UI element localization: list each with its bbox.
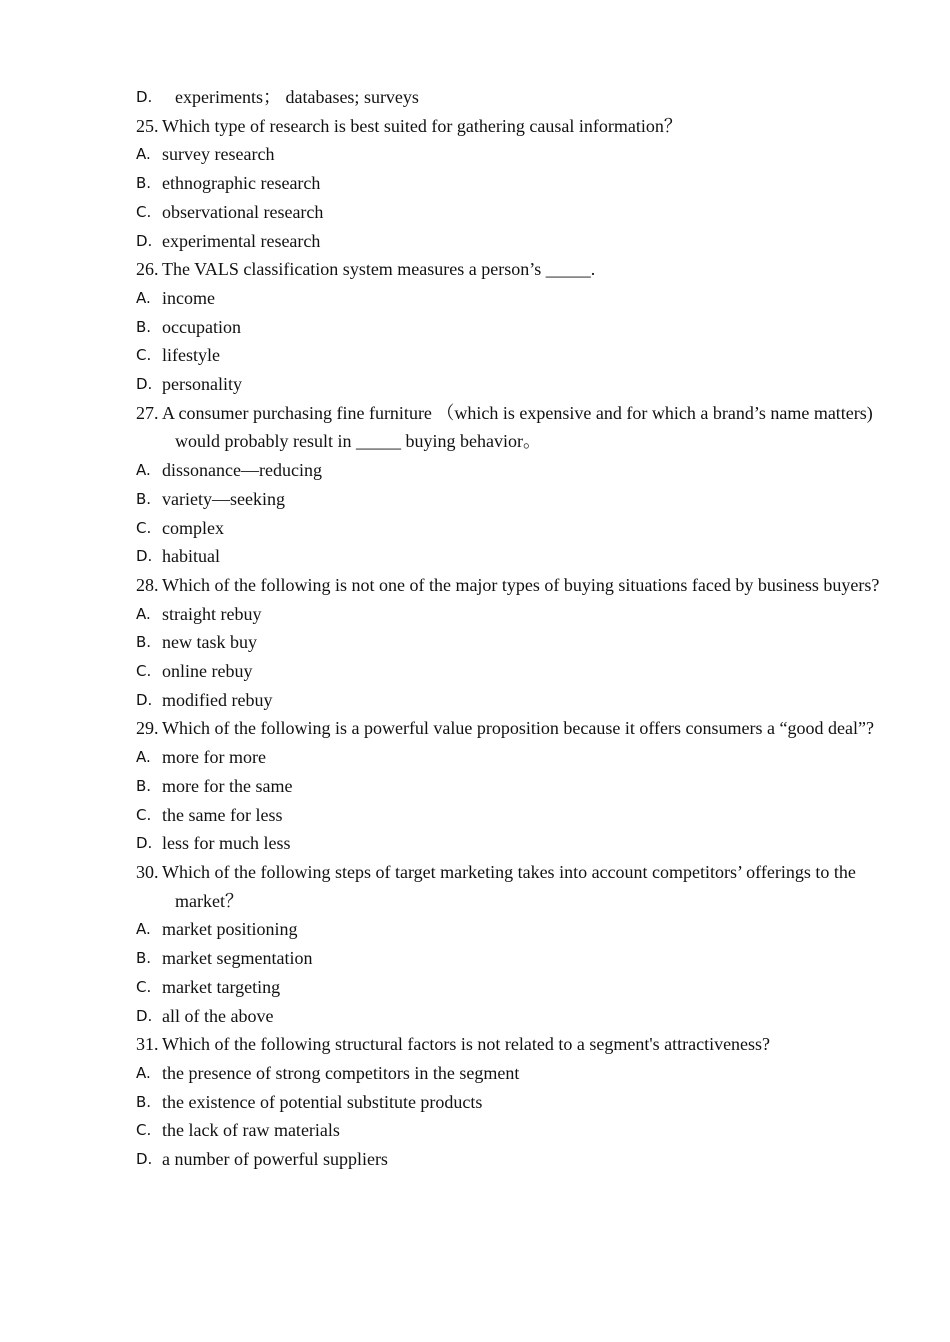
option-text: the same for less	[162, 804, 283, 825]
option-28-c	[136, 657, 896, 686]
option-29-a	[136, 743, 896, 772]
option-26-d	[136, 370, 896, 399]
option-letter: A.	[136, 145, 151, 164]
question-26	[136, 255, 896, 284]
option-letter: A.	[136, 920, 151, 939]
option-25-a	[136, 140, 896, 169]
option-letter: B.	[136, 776, 152, 795]
option-26-c	[136, 341, 896, 370]
question-text: Which of the following structural factors is not related to a segment's attractiveness?	[162, 1034, 771, 1055]
question-number: 27.	[136, 402, 159, 423]
option-26-b	[136, 313, 896, 342]
option-text: more for more	[162, 747, 266, 768]
option-29-b	[136, 772, 896, 801]
option-31-d	[136, 1145, 896, 1174]
option-30-a	[136, 915, 896, 944]
option-previous-d	[136, 83, 896, 112]
question-number: 29.	[136, 718, 159, 739]
option-text: occupation	[162, 316, 241, 337]
option-text: market targeting	[162, 976, 281, 997]
option-letter: B.	[136, 949, 152, 968]
option-letter: A.	[136, 1063, 151, 1082]
question-number: 25.	[136, 115, 159, 136]
option-letter: A.	[136, 288, 151, 307]
option-letter: D.	[136, 375, 153, 394]
option-letter: A.	[136, 461, 151, 480]
option-25-c	[136, 198, 896, 227]
option-26-a	[136, 284, 896, 313]
option-text: experiments； databases; surveys	[175, 87, 419, 107]
option-28-b	[136, 628, 896, 657]
option-31-b	[136, 1088, 896, 1117]
option-27-d	[136, 542, 896, 571]
option-text: the lack of raw materials	[162, 1120, 340, 1141]
option-31-c	[136, 1116, 896, 1145]
question-number: 28.	[136, 574, 159, 595]
option-text: straight rebuy	[162, 603, 262, 624]
question-30	[136, 858, 896, 915]
option-text: lifestyle	[162, 345, 220, 366]
option-letter: B.	[136, 489, 152, 508]
option-30-b	[136, 944, 896, 973]
option-letter: B.	[136, 633, 152, 652]
question-number: 31.	[136, 1034, 159, 1055]
option-letter: D.	[136, 231, 153, 250]
option-27-b	[136, 485, 896, 514]
option-letter: A.	[136, 748, 151, 767]
option-letter: C.	[136, 518, 152, 537]
option-letter: A.	[136, 604, 151, 623]
question-29	[136, 714, 896, 743]
question-text: Which of the following is a powerful value proposition because it offers consumers a “good deal”?	[162, 718, 874, 739]
option-letter: C.	[136, 977, 152, 996]
option-text: market segmentation	[162, 948, 313, 969]
option-28-a	[136, 600, 896, 629]
option-text: ethnographic research	[162, 173, 321, 194]
option-text: experimental research	[162, 230, 321, 251]
option-30-d	[136, 1002, 896, 1031]
option-letter: C.	[136, 1121, 152, 1140]
option-letter: D.	[136, 1150, 153, 1169]
option-text: more for the same	[162, 775, 293, 796]
option-text: observational research	[162, 201, 324, 222]
option-25-b	[136, 169, 896, 198]
option-text: the existence of potential substitute products	[162, 1091, 483, 1112]
option-text: variety—seeking	[162, 488, 285, 509]
option-text: habitual	[162, 546, 220, 567]
option-30-c	[136, 973, 896, 1002]
option-letter: B.	[136, 1092, 152, 1111]
question-number: 26.	[136, 259, 159, 280]
option-text: personality	[162, 374, 242, 395]
option-letter: C.	[136, 346, 152, 365]
question-number: 30.	[136, 861, 159, 882]
option-letter: D.	[136, 1006, 153, 1025]
option-25-d	[136, 227, 896, 256]
option-text: all of the above	[162, 1005, 274, 1026]
option-letter: D.	[136, 834, 153, 853]
question-25	[136, 112, 896, 141]
option-text: online rebuy	[162, 661, 253, 682]
option-text: a number of powerful suppliers	[162, 1149, 388, 1170]
question-27	[136, 399, 896, 456]
option-27-c	[136, 514, 896, 543]
option-letter: D.	[136, 88, 153, 106]
question-28	[136, 571, 896, 600]
option-text: income	[162, 287, 215, 308]
question-text: Which of the following steps of target marketing takes into account competitors’ offerings to the market？	[162, 861, 856, 911]
option-letter: D.	[136, 547, 153, 566]
question-text: The VALS classification system measures a person’s _____.	[162, 259, 596, 280]
option-28-d	[136, 686, 896, 715]
option-text: modified rebuy	[162, 689, 273, 710]
option-text: new task buy	[162, 632, 257, 653]
question-text: Which of the following is not one of the major types of buying situations faced by business buyers?	[162, 574, 880, 595]
question-31	[136, 1030, 896, 1059]
question-text: Which type of research is best suited for gathering causal information？	[162, 115, 682, 136]
document-page	[136, 83, 896, 1174]
option-text: complex	[162, 517, 224, 538]
option-letter: C.	[136, 202, 152, 221]
option-letter: C.	[136, 662, 152, 681]
option-letter: C.	[136, 805, 152, 824]
option-text: survey research	[162, 144, 275, 165]
option-text: market positioning	[162, 919, 298, 940]
option-29-d	[136, 829, 896, 858]
option-29-c	[136, 801, 896, 830]
option-31-a	[136, 1059, 896, 1088]
option-text: dissonance—reducing	[162, 460, 322, 481]
option-letter: B.	[136, 317, 152, 336]
option-letter: B.	[136, 174, 152, 193]
option-27-a	[136, 456, 896, 485]
option-letter: D.	[136, 690, 153, 709]
question-text: A consumer purchasing fine furniture （which is expensive and for which a brand’s name matters) would probably result in _____ buying behavior。	[162, 402, 873, 452]
option-text: the presence of strong competitors in the segment	[162, 1062, 520, 1083]
option-text: less for much less	[162, 833, 291, 854]
